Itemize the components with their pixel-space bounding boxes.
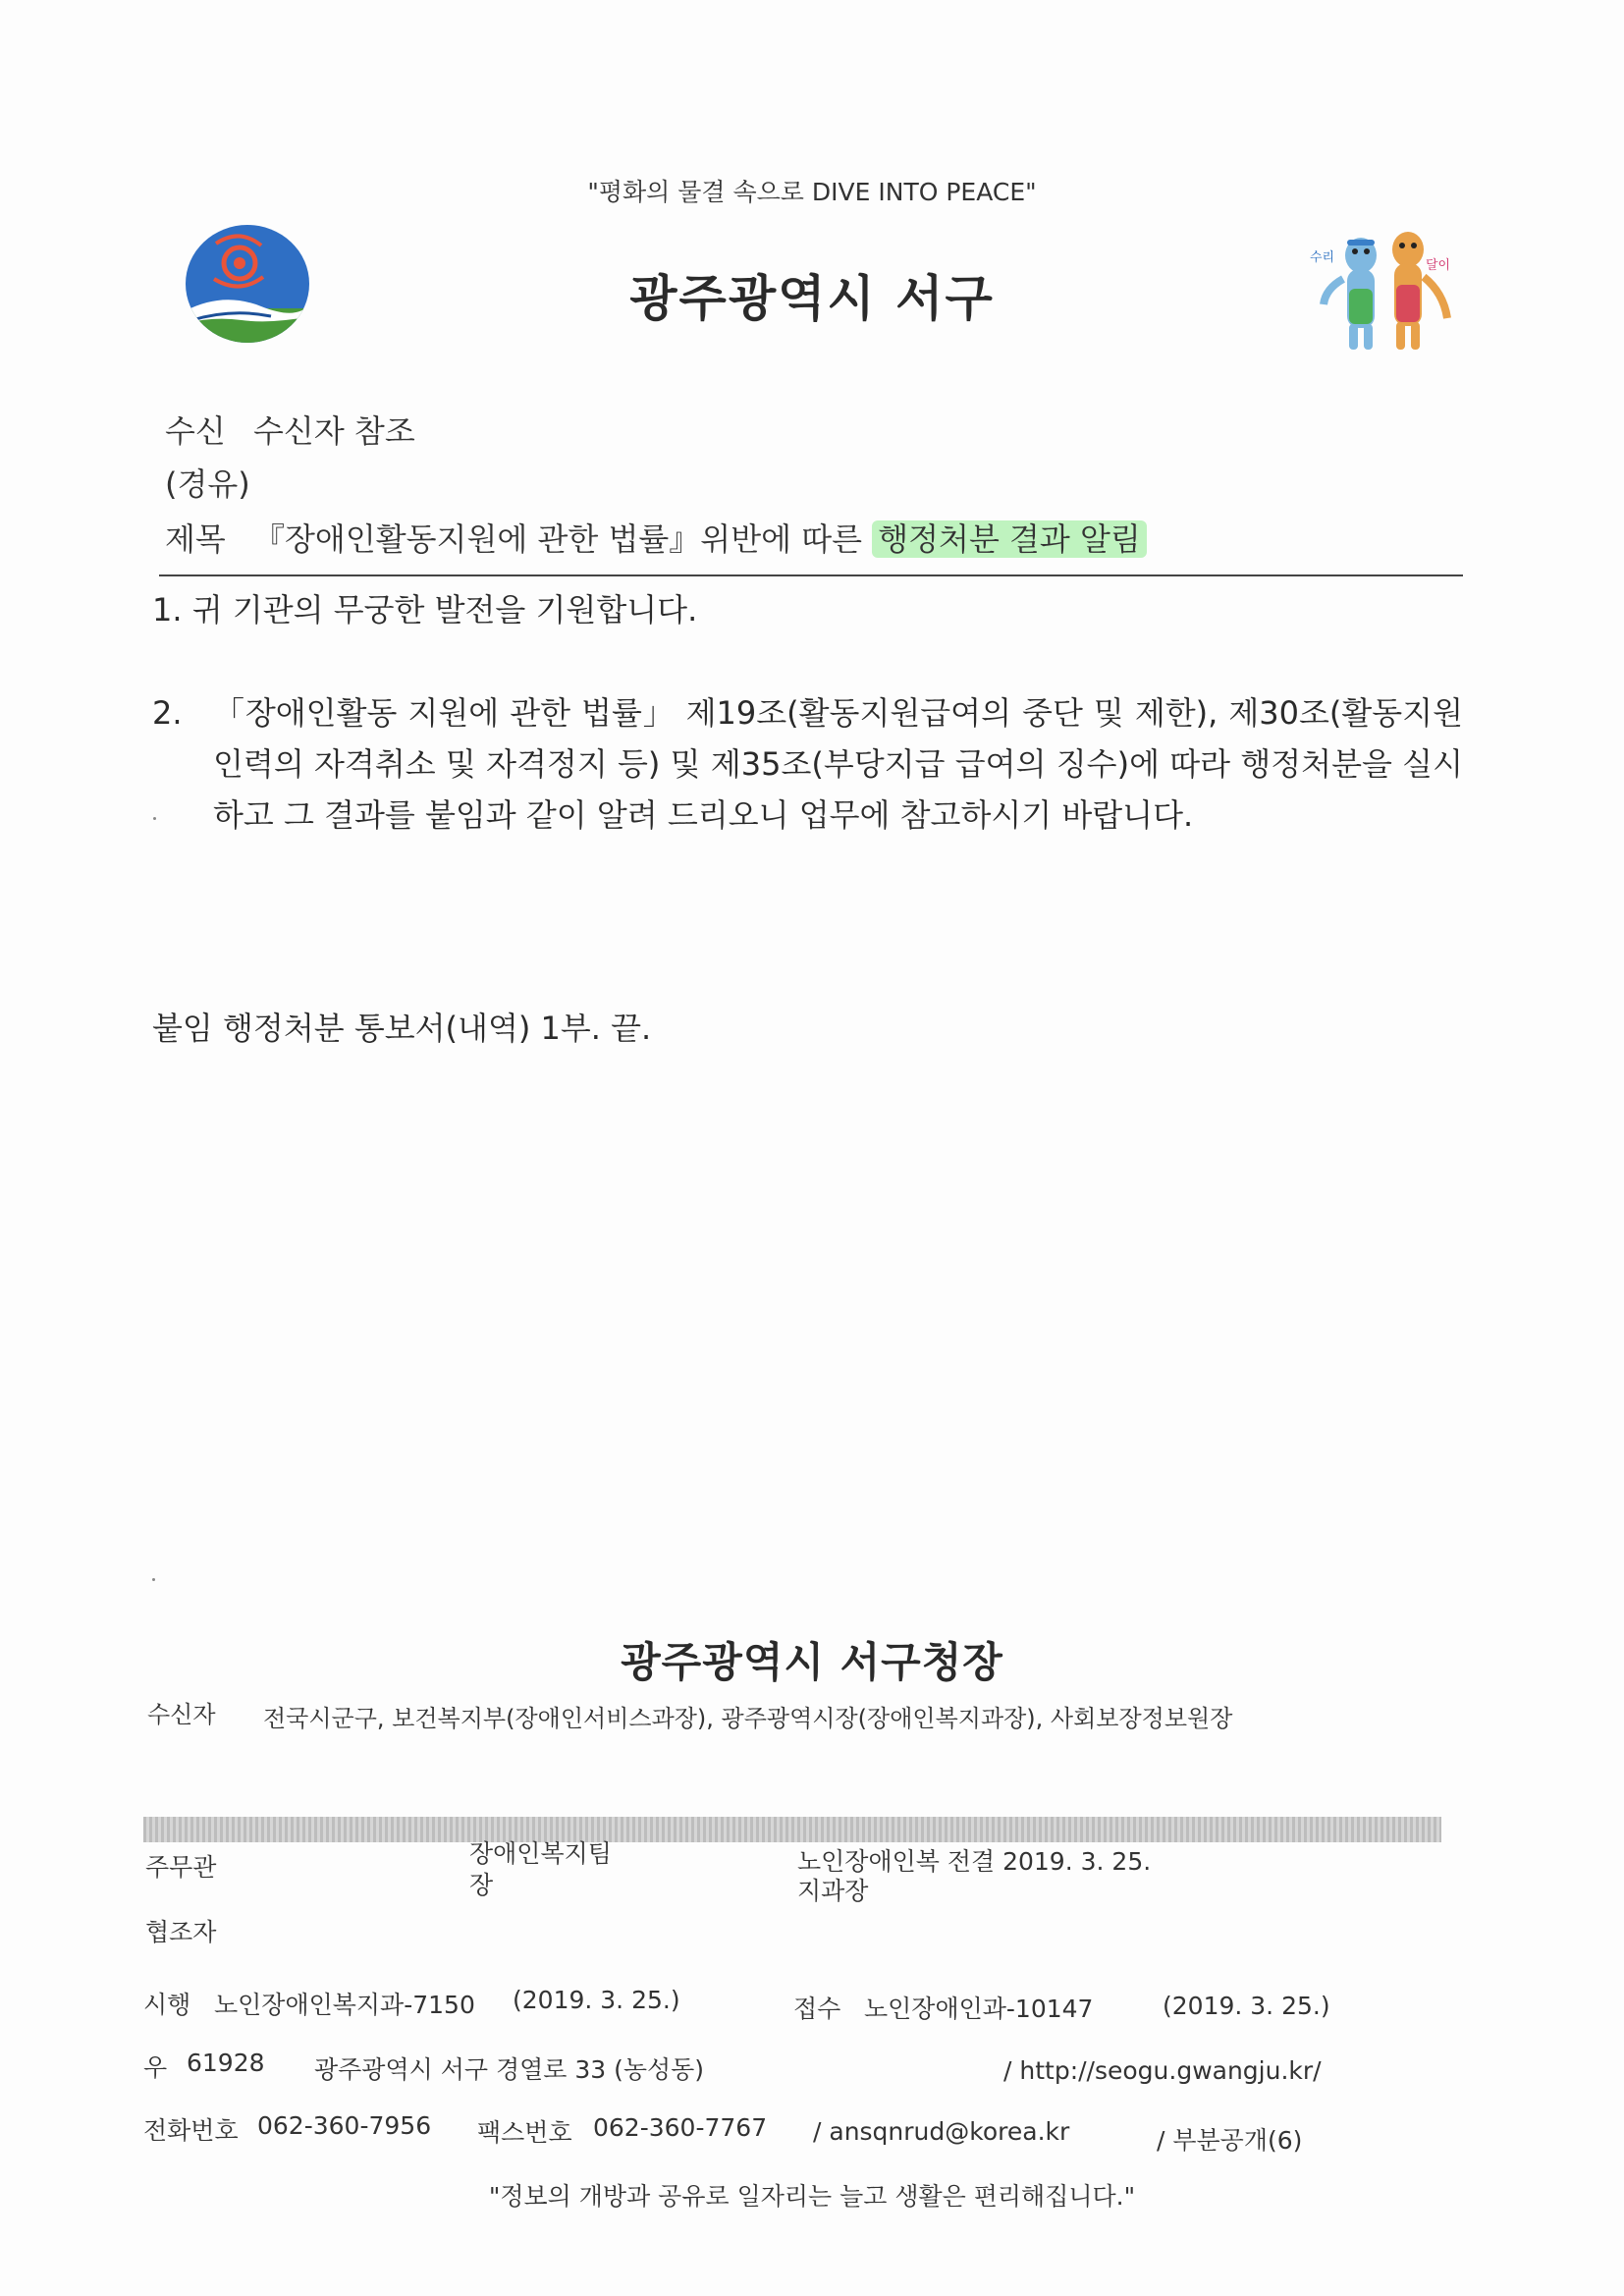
disclosure-status: / 부분공개(6)	[1157, 2126, 1303, 2155]
team-line-1: 장애인복지팀	[469, 1839, 612, 1868]
receipt-number: 노인장애인과-10147	[864, 1995, 1094, 2023]
bottom-slogan: "정보의 개방과 공유로 일자리는 늘고 생활은 편리해집니다."	[488, 2182, 1136, 2211]
subject-main: 『장애인활동지원에 관한 법률』위반에 따른	[253, 520, 873, 558]
paragraph-1: 1. 귀 기관의 무궁한 발전을 기원합니다.	[152, 591, 698, 629]
recipient-value: 수신자 참조	[253, 412, 415, 450]
recipient-label: 수신	[165, 412, 226, 450]
dept-line-2: 지과장	[797, 1877, 869, 1905]
subject-label: 제목	[165, 520, 226, 558]
receipt-label: 접수	[793, 1995, 841, 2023]
homepage-link[interactable]: / http://seogu.gwangju.kr/	[1003, 2056, 1322, 2085]
phone-label: 전화번호	[143, 2116, 239, 2145]
subject-line	[165, 515, 1147, 560]
team-line-2: 장	[469, 1871, 494, 1899]
fax-number: 062-360-7767	[593, 2113, 768, 2142]
receipt-date: (2019. 3. 25.)	[1163, 1992, 1330, 2020]
phone-number: 062-360-7956	[257, 2111, 432, 2140]
slogan: "평화의 물결 속으로 DIVE INTO PEACE"	[587, 178, 1037, 206]
mascot-label-right: 달이	[1426, 258, 1451, 273]
attachment-line: 붙임 행정처분 통보서(내역) 1부. 끝.	[152, 1010, 652, 1047]
paragraph-2	[152, 687, 1463, 841]
recipient-line	[165, 407, 415, 452]
recipients-label: 수신자	[147, 1701, 216, 1728]
via-label: (경유)	[165, 465, 250, 503]
fax-label: 팩스번호	[477, 2118, 572, 2147]
org-title: 광주광역시 서구	[629, 270, 995, 327]
mascot-label-left: 수리	[1310, 250, 1335, 265]
mascot-otters-icon	[1304, 220, 1461, 365]
cooperator-label: 협조자	[145, 1918, 217, 1946]
enforce-date: (2019. 3. 25.)	[513, 1986, 680, 2014]
email-link[interactable]: / ansqnrud@korea.kr	[813, 2117, 1070, 2146]
dept-line-1: 노인장애인복 전결 2019. 3. 25.	[797, 1847, 1152, 1876]
postal-label: 우	[143, 2053, 168, 2082]
enforce-number: 노인장애인복지과-7150	[214, 1991, 475, 2019]
enforce-label: 시행	[143, 1991, 191, 2019]
paragraph-2-number: 2.	[152, 694, 183, 732]
paragraph-2-text: 「장애인활동 지원에 관한 법률」 제19조(활동지원급여의 중단 및 제한), 제30조(활동지원인력의 자격취소 및 자격정지 등) 및 제35조(부당지급 급여의 징수)에 따라 행정처분을 실시하고 그 결과를 붙임과 같이 알려 드리오니 업무에 참고하시기 바랍니다.	[213, 694, 1463, 834]
scan-speck	[153, 817, 156, 820]
address: 광주광역시 서구 경열로 33 (농성동)	[314, 2055, 705, 2084]
recipients-value: 전국시군구, 보건복지부(장애인서비스과장), 광주광역시장(장애인복지과장), 사회보장정보원장	[263, 1705, 1233, 1732]
subject-highlight: 행정처분 결과 알림	[872, 520, 1147, 558]
primary-officer-label: 주무관	[145, 1853, 217, 1882]
issuer-title: 광주광역시 서구청장	[621, 1638, 1003, 1686]
scan-speck	[152, 1578, 155, 1581]
header-divider	[159, 574, 1463, 576]
postal-code: 61928	[187, 2049, 265, 2077]
separator-bar	[143, 1817, 1441, 1842]
